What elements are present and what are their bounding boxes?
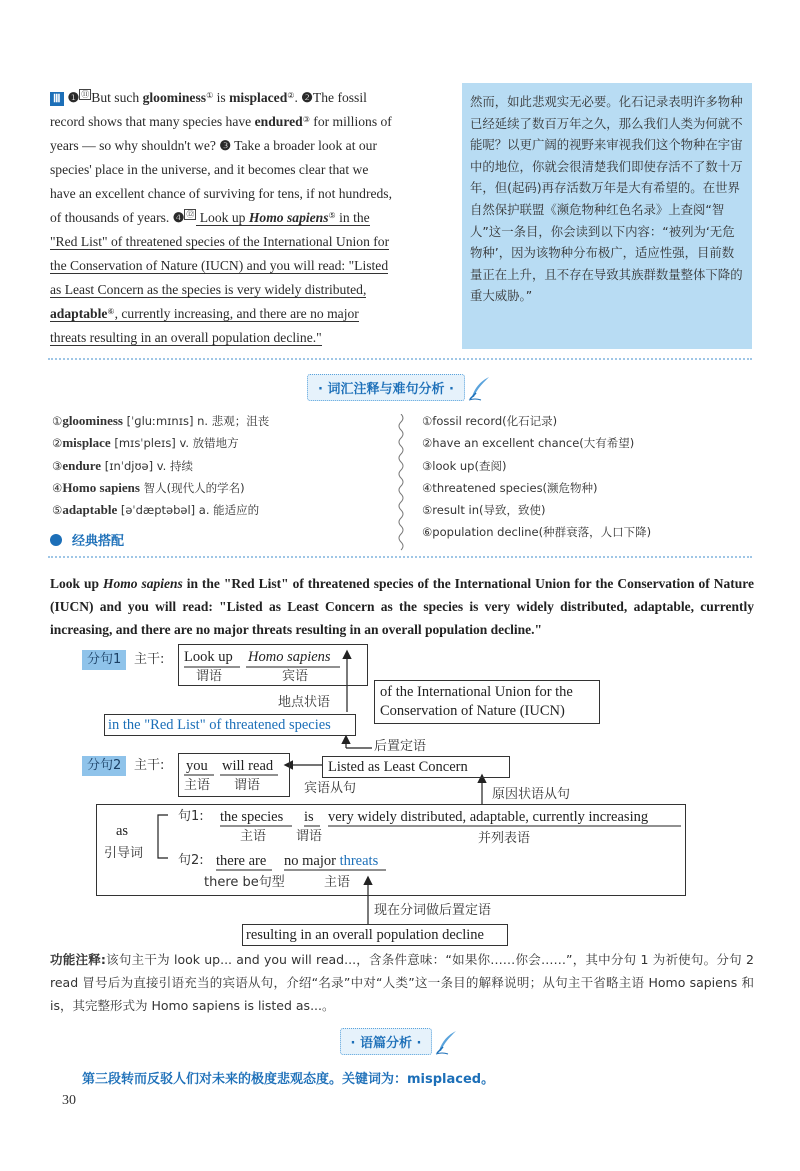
label-clause-1: 句1:: [178, 809, 204, 824]
vocab-word: Homo sapiens: [62, 479, 140, 495]
label-subject: 主语: [184, 778, 211, 793]
text-there-are: there are: [216, 853, 267, 869]
vocab-item: [52, 455, 269, 477]
vocab-word: endure: [62, 457, 102, 473]
bullet-dot-icon: [50, 534, 62, 546]
text-resulting: resulting in an overall population decline: [246, 927, 484, 943]
red-list-box: [104, 714, 356, 736]
text-iucn-1: of the International Union for the: [380, 684, 573, 700]
clause-1-main-box: [178, 644, 368, 686]
label-subject: 主语: [324, 875, 351, 890]
clause-2-main-box: [178, 753, 290, 797]
footnote-ref: ③: [302, 115, 310, 124]
passage-line-6: [50, 206, 448, 230]
text-run: years — so why shouldn't we?: [50, 138, 220, 153]
text-run: threats resulting in an overall population decline.": [50, 330, 322, 345]
column-divider-squiggle: [396, 414, 406, 552]
sentence-italic-term: Homo sapiens: [102, 576, 183, 591]
text-is: is: [304, 809, 314, 825]
label-object: 宾语: [282, 669, 309, 684]
label-subject: 主语: [240, 829, 267, 844]
phrase-item: ⑥population decline(种群衰落，人口下降): [422, 525, 652, 540]
classic-title: 经典搭配: [72, 534, 125, 549]
sentence-box-marker-1: ⑪: [81, 90, 90, 99]
keyword-misplaced: misplaced: [229, 90, 288, 105]
vocab-definition: 智人(现代人的学名): [139, 480, 245, 495]
label-predicate: 谓语: [296, 829, 323, 844]
keyword-homo-sapiens: Homo sapiens: [248, 210, 329, 225]
vocab-word: gloominess: [62, 413, 123, 428]
text-run: But such: [91, 90, 143, 105]
vocab-list-right: [422, 410, 651, 544]
text-the-species: the species: [220, 809, 284, 825]
vocab-num: ③: [52, 458, 63, 473]
vocab-definition: [mɪsˈpleɪs] v. 放错地方: [110, 436, 239, 451]
page-number: 30: [62, 1093, 76, 1108]
passage-line-11: [50, 326, 448, 350]
text-no-major: no major: [284, 853, 340, 869]
passage-line-3: [50, 134, 448, 158]
label-object-clause: 宾语从句: [304, 781, 357, 796]
text-run: Take a broader look at our: [234, 138, 377, 153]
vocab-item: [52, 432, 269, 454]
sentence-number-4: ❹: [172, 210, 185, 225]
label-participle-attributive: 现在分词做后置定语: [374, 903, 492, 918]
text-homo-sapiens: Homo sapiens: [248, 649, 331, 665]
text-you: you: [186, 758, 208, 774]
vocab-item: [52, 410, 269, 432]
text-predicatives: very widely distributed, adaptable, currently increasing: [328, 809, 649, 825]
vocab-word: misplace: [62, 435, 111, 451]
vocab-item: [52, 499, 269, 521]
passage-line-2: [50, 110, 448, 134]
divider: [48, 556, 752, 558]
listed-box: [322, 756, 510, 778]
sentence-number-1: ❶: [67, 90, 80, 105]
vocab-item: [52, 477, 269, 499]
quill-pen-icon: [467, 375, 493, 401]
key-sentence: [50, 572, 754, 641]
text-run: for millions of: [309, 114, 392, 129]
keyword-endured: endured: [254, 114, 303, 129]
vocab-num: ⑤: [52, 503, 63, 518]
text-as: as: [116, 823, 129, 839]
passage-line-9: [50, 278, 448, 302]
text-run: The fossil: [312, 90, 367, 105]
footnote-ref: ⑤: [328, 211, 336, 220]
passage-line-1: [50, 86, 448, 110]
vocab-num: ①: [52, 414, 63, 428]
vocab-word: adaptable: [62, 502, 118, 518]
clause-2-tag: 分句2: [82, 756, 126, 776]
label-parallel-predicatives: 并列表语: [478, 831, 531, 846]
text-run: in the: [335, 210, 370, 225]
text-no-major-threats: [284, 852, 378, 870]
text-look-up: Look up: [184, 649, 233, 665]
phrase-item: ①fossil record(化石记录): [422, 414, 558, 428]
chinese-translation-box: 然而，如此悲观实无必要。化石记录表明许多物种已经延续了数百万年之久，那么我们人类为何就不能呢？以更广阔的视野来审视我们这个物种在宇宙中的地位，你就会很清楚我们即使存活不了数十万年，但(起码)再存活数万年是大有希望的。在世界自然保护联盟《濒危物种红色名录》上查阅“智人”这一条目，你会读到以下内容：“被列为‘无危物种’，因为该物种分布极广，适应性强，目前数量正在上升，且不存在导致其族群数量整体下降的重大威胁。”: [462, 83, 752, 349]
vocab-section-title: [290, 374, 510, 401]
text-threats: threats: [339, 853, 379, 869]
paragraph-marker: Ⅲ: [50, 92, 64, 106]
vocab-num: ④: [52, 480, 63, 495]
classic-collocation-heading: [50, 530, 124, 549]
discourse-title-label: · 语篇分析 ·: [340, 1028, 433, 1055]
passage-line-7: [50, 230, 448, 254]
sentence-part: Look up: [50, 576, 103, 591]
text-iucn-2: Conservation of Nature (IUCN): [380, 703, 565, 719]
text-will-read: will read: [222, 758, 274, 774]
text-run: , currently increasing, and there are no major: [114, 306, 359, 321]
quill-pen-icon: [434, 1029, 460, 1055]
text-run: record shows that many species have: [50, 114, 255, 129]
keyword-gloominess: gloominess: [142, 90, 207, 105]
label-reason-clause: 原因状语从句: [492, 787, 571, 802]
sentence-number-3: ❸: [219, 138, 231, 153]
passage-line-10: [50, 302, 448, 326]
sentence-box-marker-2: ⑫: [186, 210, 195, 219]
phrase-item: ②have an excellent chance(大有希望): [422, 436, 635, 451]
passage-line-8: [50, 254, 448, 278]
text-run: the Conservation of Nature (IUCN) and you will read: "Listed: [50, 258, 389, 273]
label-post-attributive: 后置定语: [374, 739, 427, 754]
keyword-adaptable: adaptable: [50, 306, 108, 321]
label-place-adverbial: 地点状语: [278, 695, 331, 710]
main-stem-label: 主干:: [134, 652, 165, 667]
vocab-title-label: · 词汇注释与难句分析 ·: [307, 374, 465, 401]
vocab-definition: [ˈɡluːmɪnɪs] n. 悲观；沮丧: [122, 414, 270, 428]
discourse-analysis-text: 第三段转而反驳人们对未来的极度悲观态度。关键词为：misplaced。: [82, 1072, 495, 1087]
sentence-part: in the "Red List" of threatened species of the International Union for the Conservation of Nature (IUCN) and you will read: "Listed as Least Concern as the species is very widely distributed, adaptable, currently increasing, and there are no major threats resulting in an overall population decline.": [50, 576, 754, 637]
sentence-number-2: ❷: [301, 90, 313, 105]
iucn-box: [374, 680, 600, 724]
label-there-be: there be句型: [204, 875, 285, 890]
phrase-item: ③look up(查阅): [422, 458, 507, 473]
footnote-ref: ⑥: [107, 307, 115, 316]
label-conjunction: 引导词: [104, 846, 144, 861]
notes-text: 该句主干为 look up... and you will read...，含条件意味：“如果你……你会……”，其中分句 1 为祈使句。分句 2 read 冒号后为直接引语充当的宾语从句，介绍“名录”中对“人类”这一条目的解释说明；从句主干省略主语 Homo sapiens 和 is，其完整形式为 Homo sapiens is listed as...。: [50, 952, 755, 1013]
text-run: is: [213, 90, 230, 105]
passage-text: [50, 86, 448, 350]
text-run: of thousands of years.: [50, 210, 173, 225]
phrase-item: ⑤result in(导致，致使): [422, 503, 546, 518]
passage-line-4: species' place in the universe, and it becomes clear that we: [50, 162, 369, 177]
vocab-definition: [ɪnˈdjʊə] v. 持续: [101, 458, 193, 473]
function-notes: [50, 948, 754, 1017]
vocab-definition: [əˈdæptəbəl] a. 能适应的: [117, 503, 260, 518]
phrase-item: ④threatened species(濒危物种): [422, 480, 598, 495]
resulting-box: [242, 924, 508, 946]
text-run: as Least Concern as the species is very widely distributed,: [50, 282, 367, 297]
main-stem-label: 主干:: [134, 758, 165, 773]
vocab-list-left: [52, 410, 269, 521]
notes-label: 功能注释:: [50, 952, 106, 967]
text-red-list: in the "Red List" of threatened species: [108, 717, 331, 733]
vocab-num: ②: [52, 436, 63, 451]
discourse-section-title: [330, 1028, 470, 1055]
as-clause-box: [96, 804, 686, 896]
text-listed-as-least-concern: Listed as Least Concern: [328, 759, 468, 775]
divider: [48, 358, 752, 360]
footnote-ref: ②: [287, 91, 295, 100]
text-run: "Red List" of threatened species of the International Union for: [50, 234, 390, 249]
text-run: .: [294, 90, 298, 105]
passage-line-5: have an excellent chance of surviving for tens, if not hundreds,: [50, 186, 392, 201]
label-clause-2: 句2:: [178, 853, 204, 868]
label-predicate: 谓语: [234, 778, 261, 793]
footnote-ref: ①: [206, 91, 214, 100]
clause-1-tag: 分句1: [82, 650, 126, 670]
text-run: Look up: [196, 210, 249, 225]
label-predicate: 谓语: [196, 669, 223, 684]
